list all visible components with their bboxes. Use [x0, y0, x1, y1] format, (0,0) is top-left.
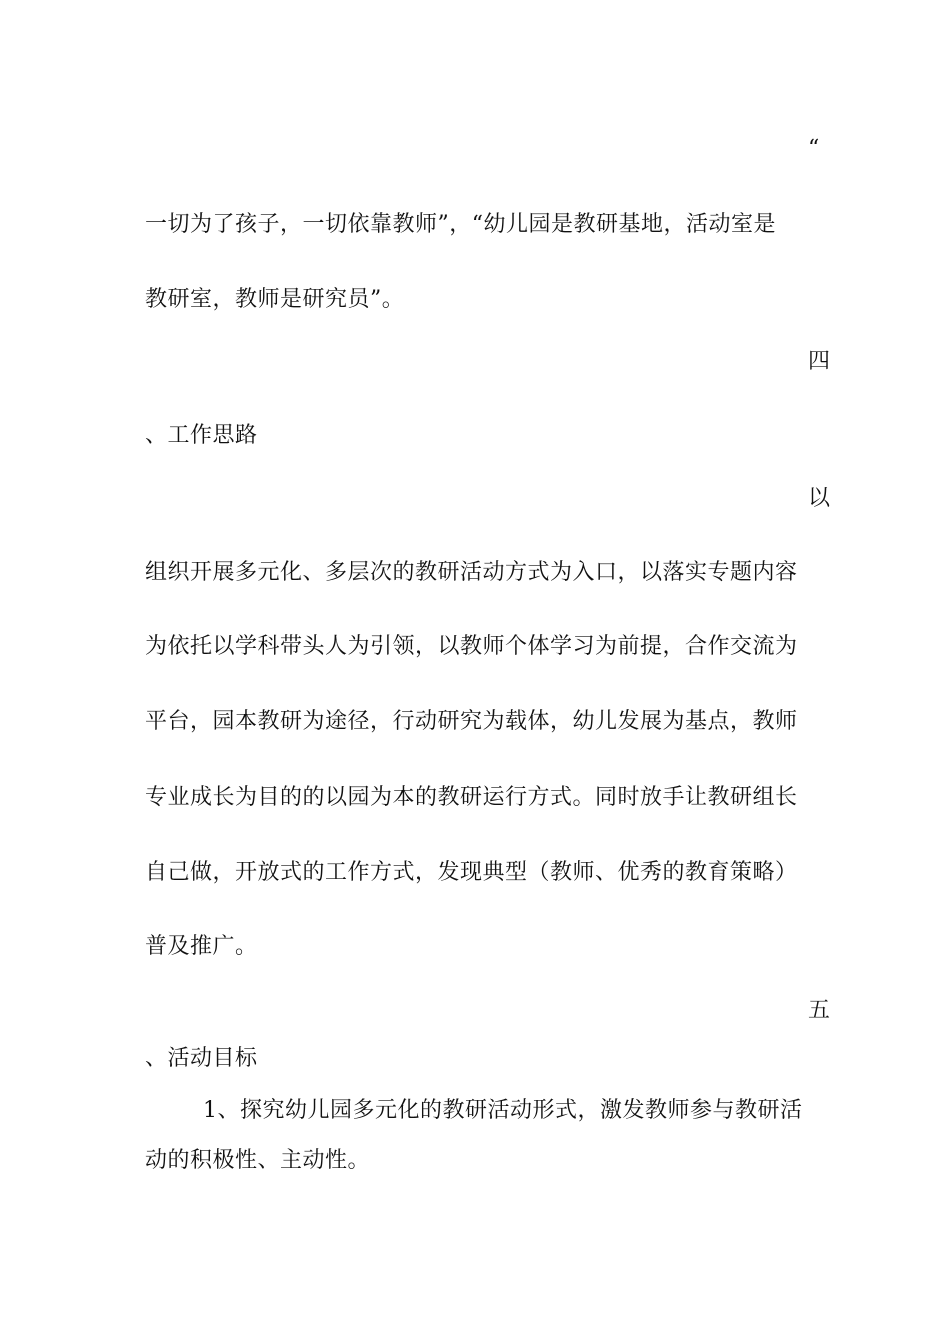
section-5-number: 五	[808, 998, 831, 1023]
opening-quote-mark: “	[808, 136, 820, 161]
goal-1-line-2: 动的积极性、主动性。	[145, 1148, 371, 1173]
section-4-line-3: 平台，园本教研为途径，行动研究为载体，幼儿发展为基点，教师	[145, 709, 798, 734]
motto-line-2: 教研室，教师是研究员”。	[145, 287, 405, 312]
section-5-title: 、活动目标	[145, 1046, 258, 1071]
section-4-line-1: 组织开展多元化、多层次的教研活动方式为入口，以落实专题内容	[145, 560, 798, 585]
section-4-number: 四	[808, 349, 831, 374]
goal-1-line-1: 1、探究幼儿园多元化的教研活动形式，激发教师参与教研活	[203, 1098, 803, 1123]
motto-line-1: 一切为了孩子，一切依靠教师”，“幼儿园是教研基地，活动室是	[145, 212, 776, 237]
section-4-line-6: 普及推广。	[145, 934, 258, 959]
section-4-line-5: 自己做，开放式的工作方式，发现典型（教师、优秀的教育策略）	[145, 860, 798, 885]
section-4-lead-char: 以	[808, 486, 831, 511]
section-4-line-2: 为依托以学科带头人为引领，以教师个体学习为前提，合作交流为	[145, 634, 798, 659]
section-4-line-4: 专业成长为目的的以园为本的教研运行方式。同时放手让教研组长	[145, 785, 798, 810]
section-4-title: 、工作思路	[145, 423, 258, 448]
